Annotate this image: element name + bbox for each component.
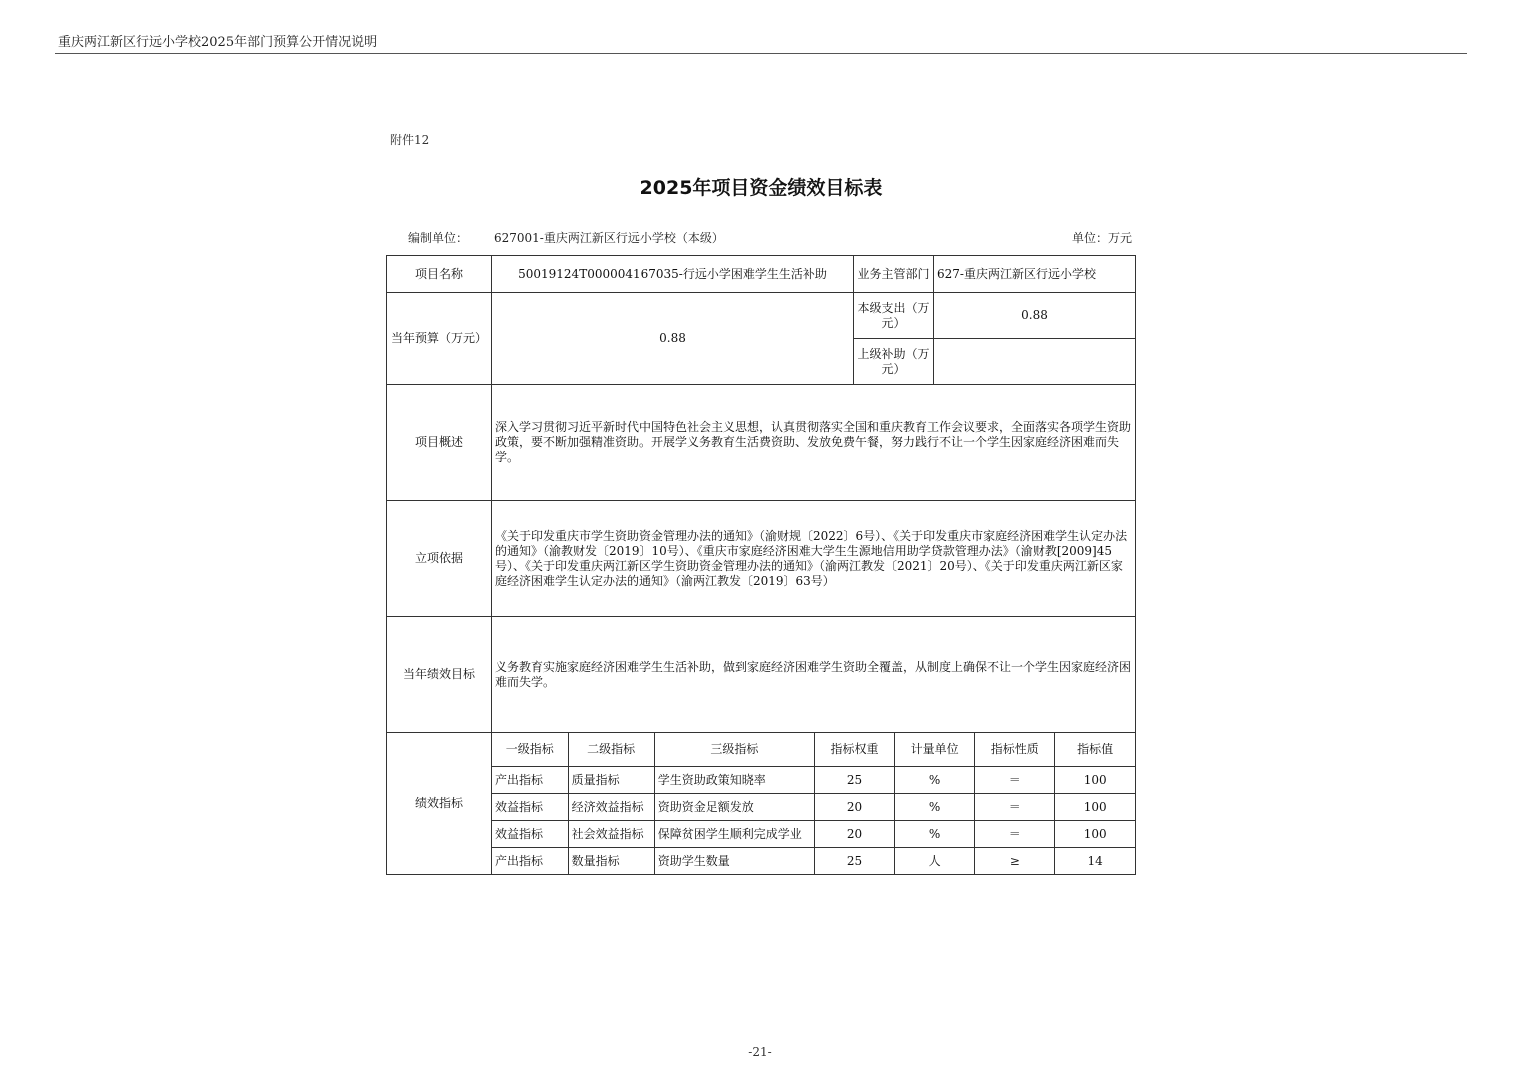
indicators-table (492, 733, 1135, 874)
budget-label: 当年预算（万元） (387, 293, 492, 385)
row-weight: 25 (814, 767, 894, 794)
header-divider (55, 53, 1467, 54)
row-unit: % (895, 821, 975, 848)
row-level2: 质量指标 (568, 767, 654, 794)
overview-value: 深入学习贯彻习近平新时代中国特色社会主义思想，认真贯彻落实全国和重庆教育工作会议要求，全面落实各项学生资助政策，要不断加强精准资助。开展学义务教育生活费资助、发放免费午餐，努力践行不让一个学生因家庭经济困难而失学。 (492, 385, 1136, 501)
row-level1: 产出指标 (492, 767, 568, 794)
header-level3: 三级指标 (654, 733, 814, 767)
row-value: 14 (1055, 848, 1135, 875)
row-level3: 保障贫困学生顺利完成学业 (654, 821, 814, 848)
row-unit: 人 (895, 848, 975, 875)
row-level2: 经济效益指标 (568, 794, 654, 821)
header-weight: 指标权重 (814, 733, 894, 767)
header-nature: 指标性质 (975, 733, 1055, 767)
header-level2: 二级指标 (568, 733, 654, 767)
row-weight: 25 (814, 848, 894, 875)
row-nature: ≥ (975, 848, 1055, 875)
row-weight: 20 (814, 821, 894, 848)
compiler-label: 编制单位： (408, 231, 469, 245)
basis-value: 《关于印发重庆市学生资助资金管理办法的通知》（渝财规〔2022〕6号）、《关于印发重庆市家庭经济困难学生认定办法的通知》（渝教财发〔2019〕10号）、《重庆市家庭经济困难大学生生源地信用助学贷款管理办法》（渝财教[2009]45号）、《关于印发重庆两江新区学生资助资金管理办法的通知》（渝两江教发〔2021〕20号）、《关于印发重庆两江新区家庭经济困难学生认定办法的通知》（渝两江教发〔2019〕63号） (492, 501, 1136, 617)
row-level2: 社会效益指标 (568, 821, 654, 848)
row-weight: 20 (814, 794, 894, 821)
row-level3: 资助资金足额发放 (654, 794, 814, 821)
budget-value: 0.88 (492, 293, 854, 385)
header-title: 重庆两江新区行远小学校2025年部门预算公开情况说明 (58, 35, 378, 50)
row-unit: % (895, 794, 975, 821)
row-level1: 产出指标 (492, 848, 568, 875)
local-expense-label: 本级支出（万元） (854, 293, 934, 339)
document-title: 2025年项目资金绩效目标表 (639, 177, 883, 199)
unit-label: 单位：万元 (1071, 231, 1132, 245)
header-unit: 计量单位 (895, 733, 975, 767)
row-level3: 学生资助政策知晓率 (654, 767, 814, 794)
table-row (492, 794, 1135, 821)
header-level1: 一级指标 (492, 733, 568, 767)
attachment-label: 附件12 (390, 133, 430, 147)
upper-subsidy-value (934, 339, 1136, 385)
upper-subsidy-label: 上级补助（万元） (854, 339, 934, 385)
row-value: 100 (1055, 821, 1135, 848)
compiler-value: 627001-重庆两江新区行远小学校（本级） (494, 231, 724, 245)
table-row (492, 767, 1135, 794)
row-level2: 数量指标 (568, 848, 654, 875)
goal-value: 义务教育实施家庭经济困难学生生活补助，做到家庭经济困难学生资助全覆盖，从制度上确保不让一个学生因家庭经济困难而失学。 (492, 617, 1136, 733)
row-level3: 资助学生数量 (654, 848, 814, 875)
row-level1: 效益指标 (492, 794, 568, 821)
local-expense-value: 0.88 (934, 293, 1136, 339)
goal-label: 当年绩效目标 (387, 617, 492, 733)
project-name-value: 50019124T000004167035-行远小学困难学生生活补助 (492, 256, 854, 293)
row-unit: % (895, 767, 975, 794)
project-name-label: 项目名称 (387, 256, 492, 293)
row-nature: ＝ (975, 794, 1055, 821)
row-nature: ＝ (975, 821, 1055, 848)
row-value: 100 (1055, 767, 1135, 794)
row-nature: ＝ (975, 767, 1055, 794)
basis-label: 立项依据 (387, 501, 492, 617)
performance-table (386, 255, 1136, 875)
indicator-header-row (492, 733, 1135, 767)
table-row (492, 848, 1135, 875)
row-value: 100 (1055, 794, 1135, 821)
header-value: 指标值 (1055, 733, 1135, 767)
indicators-cell (492, 733, 1136, 875)
dept-label: 业务主管部门 (854, 256, 934, 293)
dept-value: 627-重庆两江新区行远小学校 (934, 256, 1136, 293)
page-number: -21- (748, 1045, 772, 1059)
indicators-label: 绩效指标 (387, 733, 492, 875)
table-row (492, 821, 1135, 848)
row-level1: 效益指标 (492, 821, 568, 848)
overview-label: 项目概述 (387, 385, 492, 501)
